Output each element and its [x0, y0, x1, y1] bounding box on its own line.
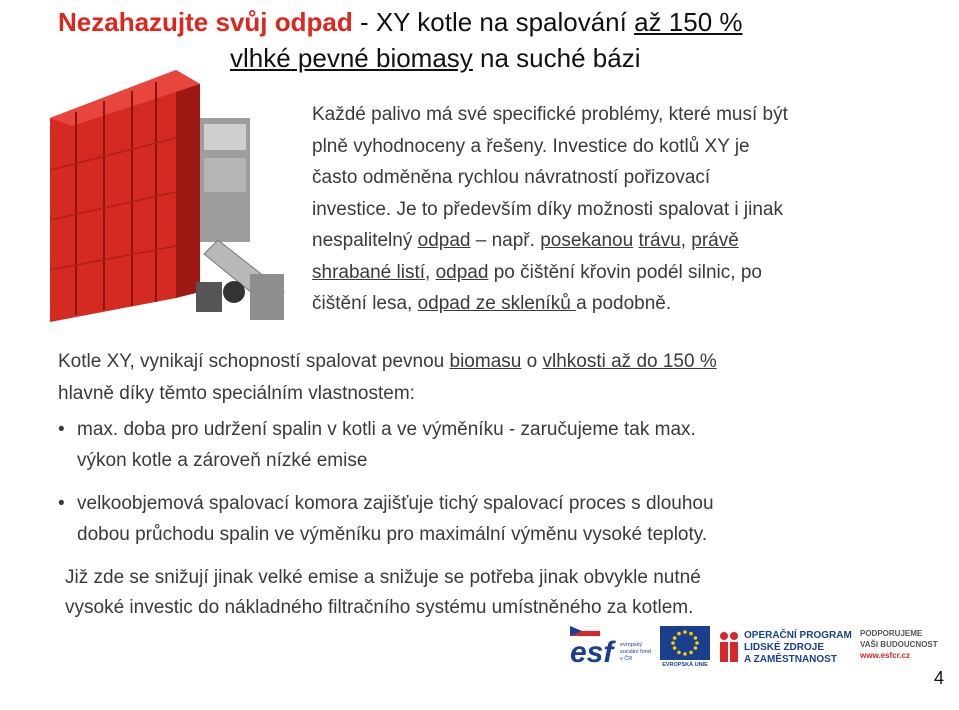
intro-line-4: investice. Je to především díky možnosti spalovat i jinak — [312, 198, 783, 220]
bullet-item-2: • velkoobjemová spalovací komora zajišťuje tichý spalovací proces s dlouhou dobou průchodu spalin ve výměníku pro maximální výměnu vysoké teploty. — [58, 488, 948, 550]
op-lzz-logo: OPERAČNÍ PROGRAM LIDSKÉ ZDROJE A ZAMĚSTNANOST — [718, 626, 853, 672]
bullet-dot-icon: • — [58, 493, 65, 514]
op-people-icon — [718, 630, 740, 664]
capabilities-line-2: hlavně díky těmto speciálním vlastnostem: — [58, 382, 415, 404]
boiler-image — [28, 60, 298, 328]
bullet-item-1: • max. doba pro udržení spalin v kotli a ve výměníku - zaručujeme tak max. výkon kotle a zároveň nízké emise — [58, 414, 948, 476]
title-rest2: na suché bázi — [472, 43, 641, 73]
title-rest: - XY kotle na spalování — [352, 7, 635, 37]
capabilities-paragraph — [58, 346, 938, 409]
intro-line-5: nespalitelný odpad – např. posekanou trávu, právě — [312, 230, 739, 251]
funding-logos — [568, 622, 953, 677]
title-biomass: vlhké pevné biomasy — [230, 43, 473, 73]
eu-flag-logo: EVROPSKÁ UNIE — [660, 626, 710, 672]
title-red: Nezahazujte svůj odpad — [58, 7, 353, 37]
intro-paragraph — [312, 99, 942, 320]
intro-line-3: často odměněna rychlou návratností pořizovací — [312, 167, 711, 188]
intro-line-7: čištění lesa, odpad ze skleníků a podobně. — [312, 293, 672, 314]
title-percent: až 150 % — [634, 7, 743, 37]
page-number: 4 — [934, 668, 945, 688]
capabilities-line-1: Kotle XY, vynikají schopností spalovat pevnou biomasu o vlhkosti až do 150 % — [58, 351, 717, 372]
esf-logo: esf evropský sociální fond v ČR — [570, 626, 652, 672]
esfcr-logo: PODPORUJEME VAŠI BUDOUCNOST www.esfcr.cz — [860, 629, 938, 660]
intro-line-2: plně vyhodnoceny a řešeny. Investice do kotlů XY je — [312, 135, 750, 157]
eu-stars-icon — [660, 626, 710, 660]
bullet-dot-icon: • — [58, 419, 65, 440]
intro-line-6: shrabané listí, odpad po čištění křovin podél silnic, po — [312, 261, 762, 283]
intro-line-1: Každé palivo má své specifické problémy, které musí být — [312, 104, 788, 125]
closing-paragraph: Již zde se snižují jinak velké emise a snižuje se potřeba jinak obvykle nutné vysoké investic do nákladného filtračního systému umístněného za kotlem. — [65, 567, 701, 618]
